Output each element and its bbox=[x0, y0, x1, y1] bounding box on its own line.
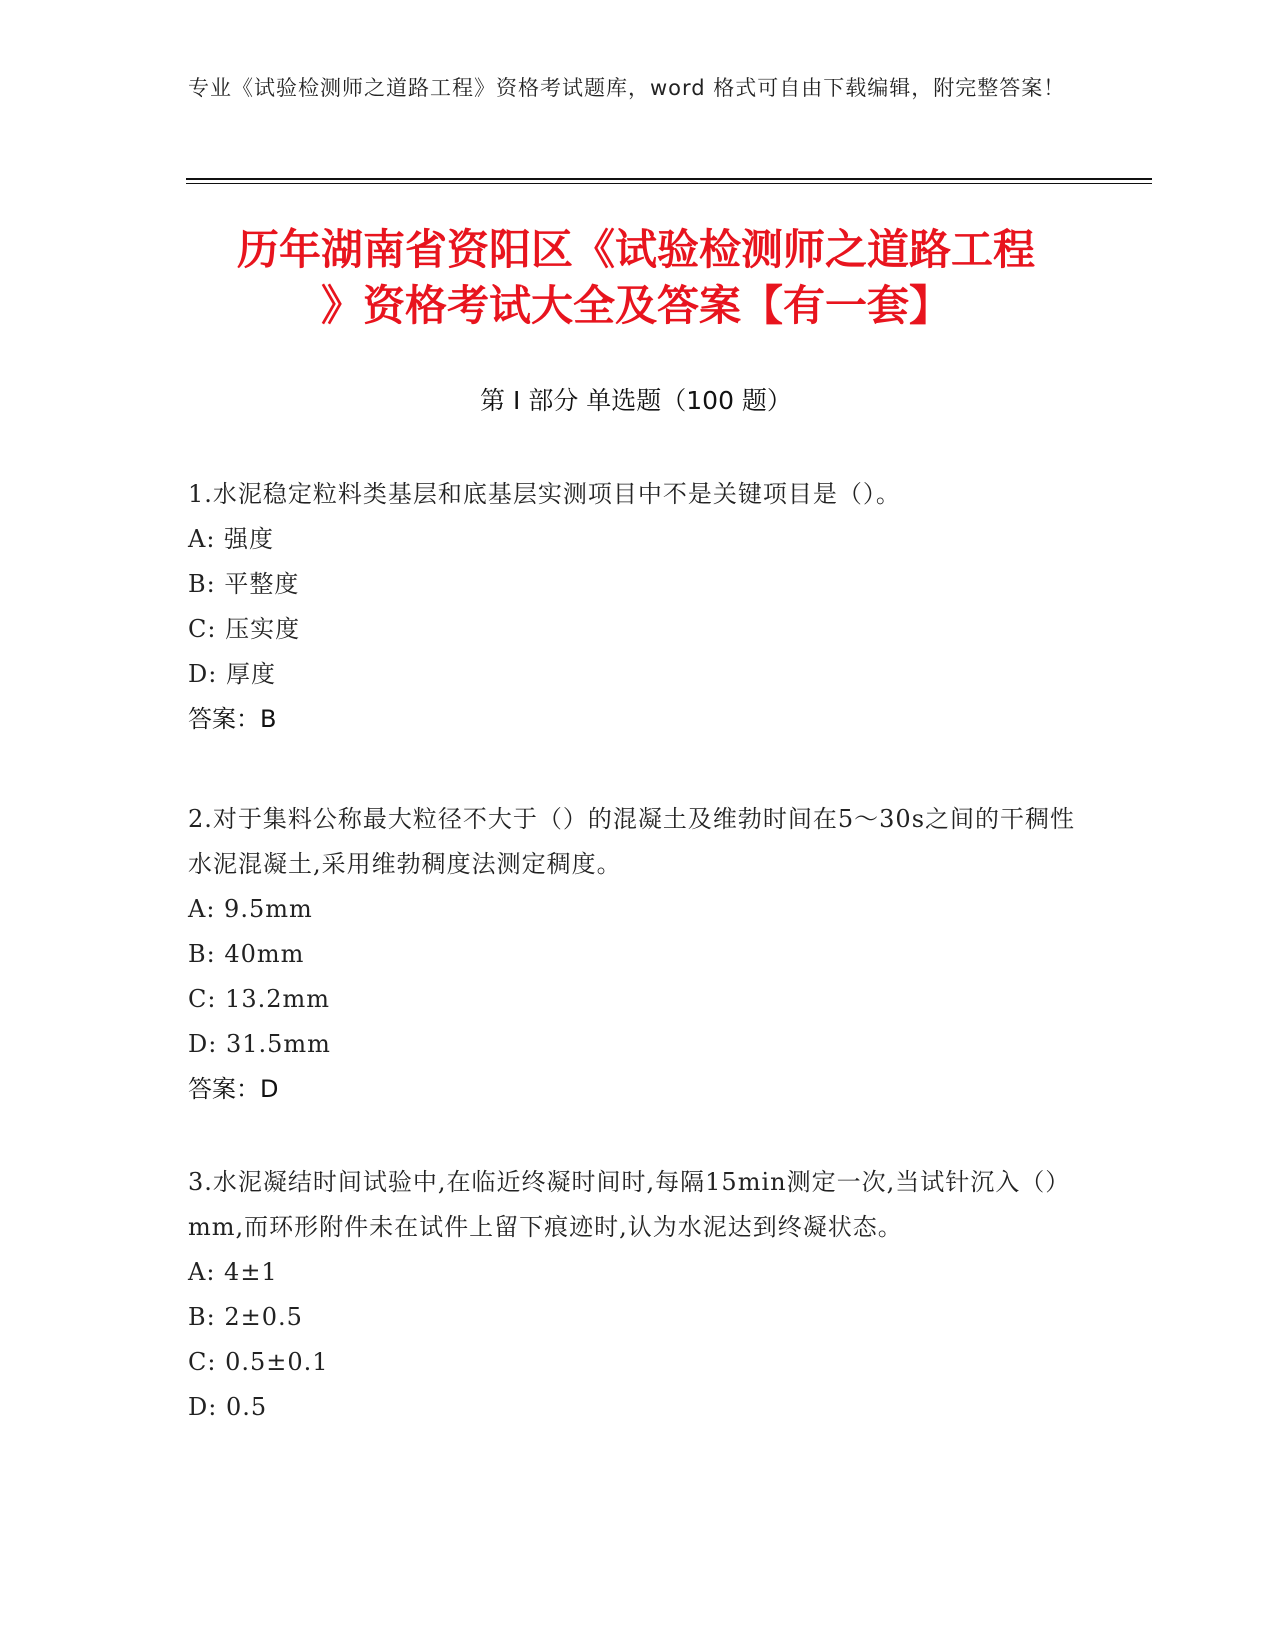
answer: 答案：B bbox=[188, 705, 277, 733]
question-stem: 3.水泥凝结时间试验中,在临近终凝时间时,每隔15min测定一次,当试针沉入（）mm,而环形附件未在试件上留下痕迹时,认为水泥达到终凝状态。 bbox=[188, 1168, 1071, 1241]
question-1 bbox=[188, 472, 1078, 742]
option-c: C: 压实度 bbox=[188, 615, 301, 643]
option-b: B: 2±0.5 bbox=[188, 1303, 303, 1331]
question-2 bbox=[188, 797, 1078, 1112]
header-rule-thin bbox=[186, 183, 1152, 184]
document-title bbox=[186, 222, 1086, 334]
option-d: D: 0.5 bbox=[188, 1393, 268, 1421]
header-rule-thick bbox=[186, 178, 1152, 180]
option-d: D: 厚度 bbox=[188, 660, 276, 688]
option-a: A: 9.5mm bbox=[188, 895, 313, 923]
question-3 bbox=[188, 1160, 1078, 1430]
option-d: D: 31.5mm bbox=[188, 1030, 331, 1058]
header-note: 专业《试验检测师之道路工程》资格考试题库，word 格式可自由下载编辑，附完整答案！ bbox=[188, 76, 1066, 100]
answer: 答案：D bbox=[188, 1075, 279, 1103]
option-a: A: 4±1 bbox=[188, 1258, 278, 1286]
question-stem: 2.对于集料公称最大粒径不大于（）的混凝土及维勃时间在5～30s之间的干稠性水泥混凝土,采用维勃稠度法测定稠度。 bbox=[188, 805, 1076, 878]
section-title: 第 I 部分 单选题（100 题） bbox=[480, 386, 792, 415]
question-stem: 1.水泥稳定粒料类基层和底基层实测项目中不是关键项目是（）。 bbox=[188, 480, 901, 508]
option-c: C: 0.5±0.1 bbox=[188, 1348, 329, 1376]
option-b: B: 平整度 bbox=[188, 570, 300, 598]
option-c: C: 13.2mm bbox=[188, 985, 331, 1013]
option-a: A: 强度 bbox=[188, 525, 275, 553]
option-b: B: 40mm bbox=[188, 940, 305, 968]
document-title-line-2: 》资格考试大全及答案【有一套】 bbox=[320, 281, 951, 330]
document-title-line-1: 历年湖南省资阳区《试验检测师之道路工程 bbox=[236, 225, 1035, 274]
